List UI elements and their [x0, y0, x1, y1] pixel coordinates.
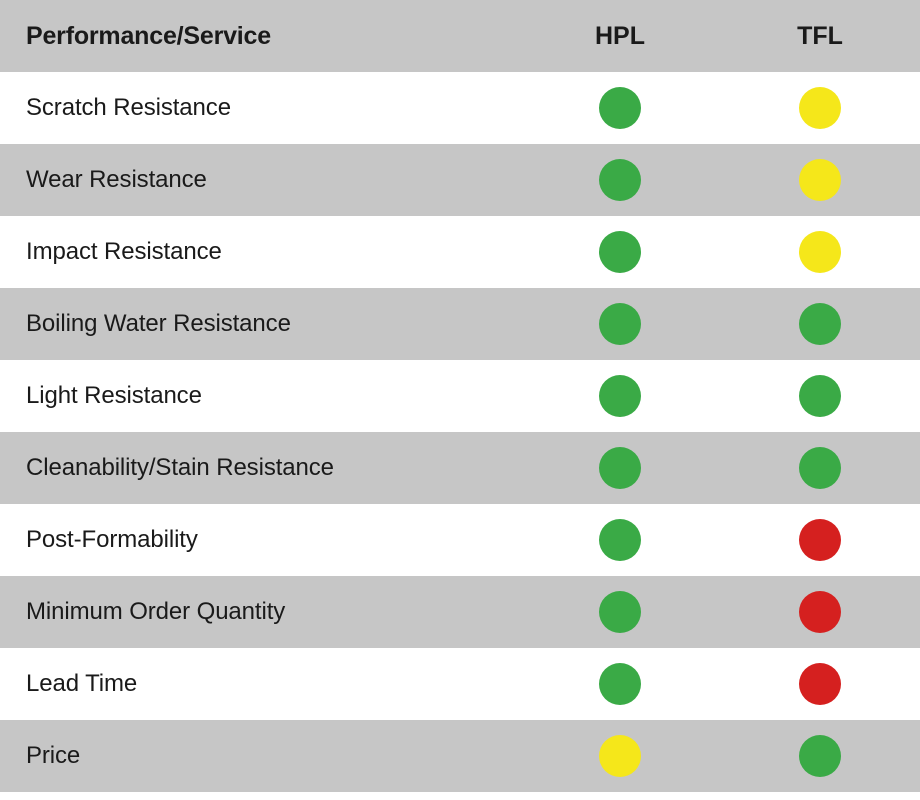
table-row — [0, 360, 920, 432]
rating-cell-tfl — [720, 216, 920, 288]
rating-dot-green-icon — [599, 159, 641, 201]
rating-dot-yellow-icon — [799, 159, 841, 201]
rating-cell-tfl — [720, 360, 920, 432]
table-row — [0, 432, 920, 504]
rating-dot-green-icon — [599, 663, 641, 705]
row-label: Price — [0, 720, 520, 792]
rating-dot-yellow-icon — [799, 231, 841, 273]
rating-dot-green-icon — [799, 375, 841, 417]
row-label: Light Resistance — [0, 360, 520, 432]
row-label: Post-Formability — [0, 504, 520, 576]
rating-cell-hpl — [520, 504, 720, 576]
row-label: Wear Resistance — [0, 144, 520, 216]
rating-cell-tfl — [720, 576, 920, 648]
rating-cell-tfl — [720, 288, 920, 360]
table-row — [0, 576, 920, 648]
rating-cell-tfl — [720, 504, 920, 576]
rating-dot-green-icon — [599, 231, 641, 273]
header-row — [0, 0, 920, 72]
rating-cell-tfl — [720, 720, 920, 792]
rating-cell-tfl — [720, 648, 920, 720]
rating-cell-hpl — [520, 432, 720, 504]
rating-dot-red-icon — [799, 519, 841, 561]
table-row — [0, 144, 920, 216]
rating-cell-hpl — [520, 360, 720, 432]
row-label: Minimum Order Quantity — [0, 576, 520, 648]
rating-cell-hpl — [520, 216, 720, 288]
table-row — [0, 648, 920, 720]
rating-cell-tfl — [720, 432, 920, 504]
rating-dot-green-icon — [599, 447, 641, 489]
rating-dot-green-icon — [599, 375, 641, 417]
rating-dot-red-icon — [799, 591, 841, 633]
rating-cell-hpl — [520, 576, 720, 648]
table-row — [0, 288, 920, 360]
row-label: Impact Resistance — [0, 216, 520, 288]
column-header-tfl: TFL — [720, 0, 920, 72]
rating-dot-green-icon — [799, 303, 841, 345]
table-body — [0, 72, 920, 792]
rating-dot-green-icon — [599, 519, 641, 561]
table-row — [0, 72, 920, 144]
row-label: Cleanability/Stain Resistance — [0, 432, 520, 504]
rating-dot-yellow-icon — [599, 735, 641, 777]
rating-dot-red-icon — [799, 663, 841, 705]
rating-cell-hpl — [520, 720, 720, 792]
table-row — [0, 216, 920, 288]
column-header-performance-service: Performance/Service — [0, 0, 520, 72]
rating-cell-hpl — [520, 648, 720, 720]
table-row — [0, 720, 920, 792]
rating-dot-green-icon — [599, 303, 641, 345]
table-header — [0, 0, 920, 72]
row-label: Scratch Resistance — [0, 72, 520, 144]
table-row — [0, 504, 920, 576]
column-header-hpl: HPL — [520, 0, 720, 72]
rating-dot-green-icon — [799, 735, 841, 777]
rating-cell-hpl — [520, 288, 720, 360]
rating-dot-green-icon — [799, 447, 841, 489]
rating-cell-hpl — [520, 72, 720, 144]
rating-cell-hpl — [520, 144, 720, 216]
rating-cell-tfl — [720, 144, 920, 216]
row-label: Boiling Water Resistance — [0, 288, 520, 360]
rating-dot-green-icon — [599, 591, 641, 633]
rating-dot-green-icon — [599, 87, 641, 129]
row-label: Lead Time — [0, 648, 520, 720]
rating-dot-yellow-icon — [799, 87, 841, 129]
rating-cell-tfl — [720, 72, 920, 144]
